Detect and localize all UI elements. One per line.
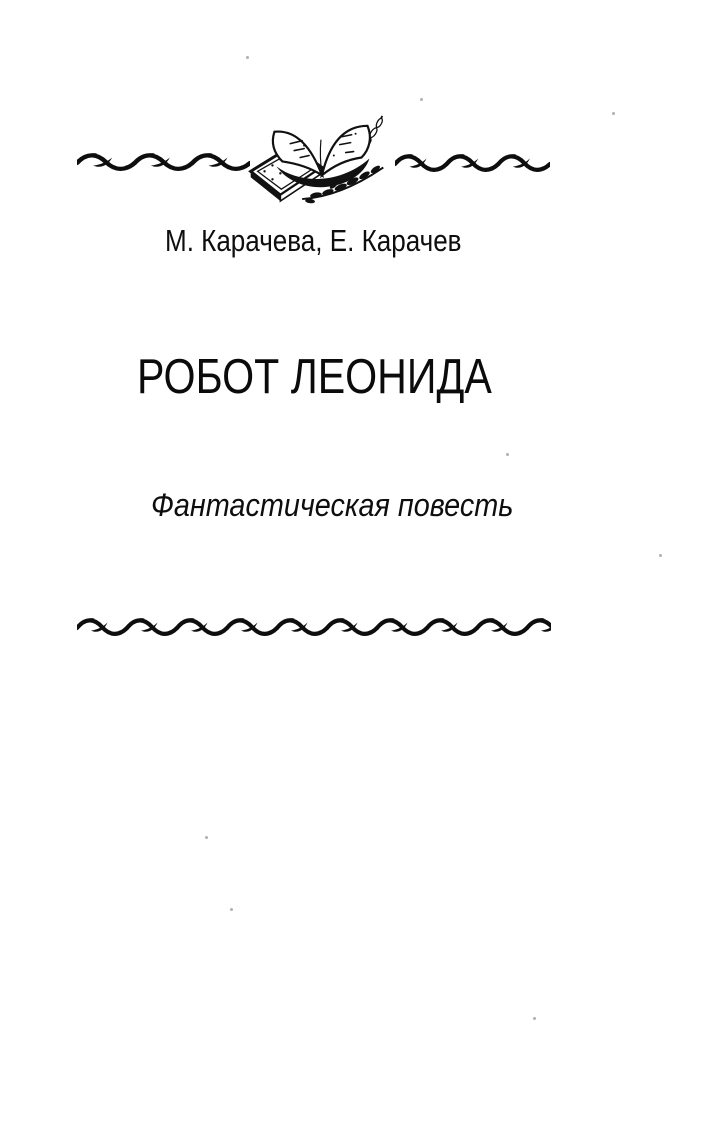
book-title-text: РОБОТ ЛЕОНИДА xyxy=(137,350,492,404)
authors-line xyxy=(165,225,518,256)
scan-speck xyxy=(205,836,208,839)
scan-speck xyxy=(420,98,423,101)
scan-speck xyxy=(506,453,509,456)
subtitle-text: Фантастическая повесть xyxy=(151,487,514,523)
authors-text: М. Карачева, Е. Карачев xyxy=(165,223,462,258)
wave-flourish-left-icon xyxy=(77,149,250,173)
scan-speck xyxy=(659,554,662,557)
subtitle xyxy=(151,489,554,521)
wave-flourish-right-icon xyxy=(395,150,550,174)
header-vignette xyxy=(0,0,720,210)
wavy-divider-icon xyxy=(77,614,551,638)
open-book-ornament-icon xyxy=(246,110,386,204)
book-title xyxy=(137,350,559,404)
scan-speck xyxy=(533,1017,536,1020)
scan-speck xyxy=(246,56,249,59)
scan-speck xyxy=(230,908,233,911)
scan-speck xyxy=(612,112,615,115)
